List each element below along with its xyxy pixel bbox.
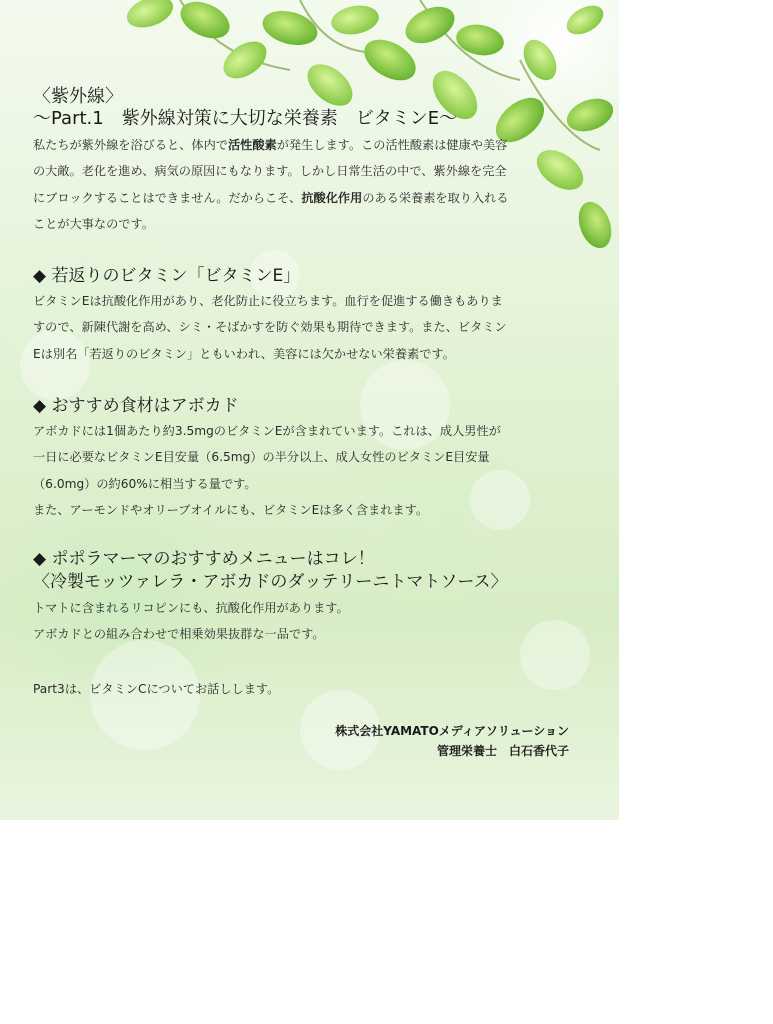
leaf	[175, 0, 236, 45]
bokeh-circle	[470, 470, 530, 530]
body-line: また、アーモンドやオリーブオイルにも、ビタミンEは多く含まれます。	[33, 503, 429, 517]
intro-line: ことが大事なのです。	[33, 217, 154, 231]
section-label: 〈紫外線〉	[33, 86, 123, 107]
intro-text: 私たちが紫外線を浴びると、体内で	[33, 138, 228, 152]
body-line: ビタミンEは抗酸化作用があり、老化防止に役立ちます。血行を促進する働きもありま	[33, 294, 503, 308]
leaf	[573, 197, 618, 252]
body-line: アボカドとの組み合わせで相乗効果抜群な一品です。	[33, 627, 325, 641]
section-heading: ◆ おすすめ食材はアボカド	[33, 396, 239, 416]
leaf	[517, 34, 563, 86]
leaf	[217, 34, 274, 86]
intro-text: が発生します。この活性酸素は健康や美容	[276, 138, 508, 152]
intro-line: の大敵。老化を進め、病気の原因にもなります。しかし日常生活の中で、紫外線を完全	[33, 164, 507, 178]
emphasis-text: 活性酸素	[228, 138, 277, 152]
leaf	[123, 0, 178, 33]
leaf	[400, 0, 461, 50]
section-heading: ◆ ポポラマーマのおすすめメニューはコレ！	[33, 549, 375, 569]
body-line: トマトに含まれるリコピンにも、抗酸化作用があります。	[33, 601, 349, 615]
intro-text: のある栄養素を取り入れる	[362, 191, 509, 205]
menu-title: 〈冷製モッツァレラ・アボカドのダッテリーニトマトソース〉	[33, 572, 508, 592]
section-heading: ◆ 若返りのビタミン「ビタミンE」	[33, 266, 301, 286]
bokeh-circle	[520, 620, 590, 690]
leaf	[259, 5, 321, 50]
intro-line	[33, 185, 509, 212]
intro-line	[33, 132, 507, 159]
body-line: （6.0mg）の約60%に相当する量です。	[33, 477, 257, 491]
body-line: すので、新陳代謝を高め、シミ・そばかすを防ぐ効果も期待できます。また、ビタミン	[33, 320, 507, 334]
company-name: 株式会社YAMATOメディアソリューション	[335, 724, 569, 738]
body-line: 一日に必要なビタミンE目安量（6.5mg）の半分以上、成人女性のビタミンE目安量	[33, 450, 490, 464]
body-line: アボカドには1個あたり約3.5mgのビタミンEが含まれています。これは、成人男性が	[33, 424, 501, 438]
page-title: 〜Part.1 紫外線対策に大切な栄養素 ビタミンE〜	[33, 108, 458, 129]
author-name: 管理栄養士 白石香代子	[436, 744, 569, 758]
body-line: Eは別名「若返りのビタミン」ともいわれ、美容には欠かせない栄養素です。	[33, 347, 455, 361]
intro-text: にブロックすることはできません。だからこそ、	[33, 191, 302, 205]
emphasis-text: 抗酸化作用	[301, 191, 363, 205]
next-part-note: Part3は、ビタミンCについてお話しします。	[33, 682, 280, 696]
leaf	[329, 2, 381, 38]
leaf	[530, 142, 591, 198]
leaf	[454, 21, 506, 59]
leaf	[562, 0, 609, 40]
leaf	[300, 56, 360, 114]
